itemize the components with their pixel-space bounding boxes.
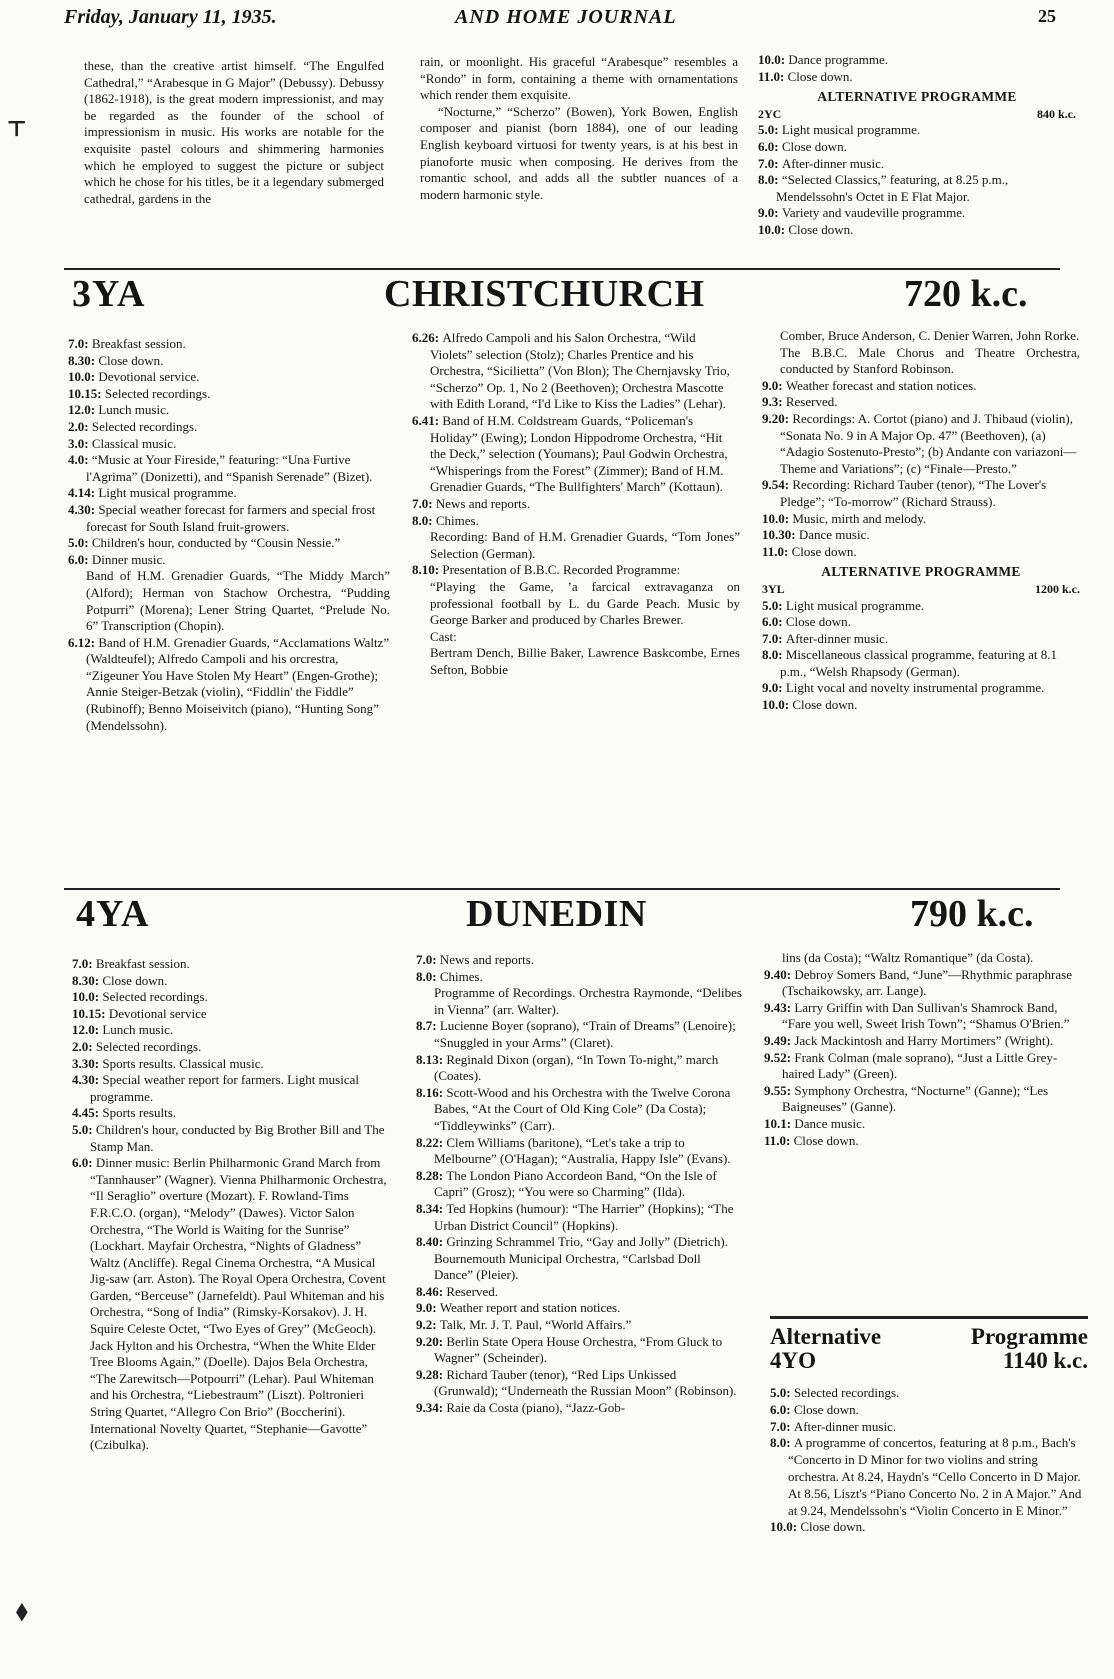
schedule-entry xyxy=(412,413,740,496)
entry-time: 6.26: xyxy=(412,330,443,345)
entry-time: 8.13: xyxy=(416,1051,447,1067)
schedule-entry xyxy=(762,598,1080,615)
entry-text: Close down. xyxy=(102,972,168,988)
schedule-entry xyxy=(762,328,1080,345)
entry-time: 9.0: xyxy=(762,377,786,393)
entry-time: 10.0: xyxy=(762,697,793,713)
frequency-720: 720 k.c. xyxy=(904,273,1028,315)
dunedin-column-1 xyxy=(72,956,394,1454)
entry-time: 9.0: xyxy=(762,680,786,696)
schedule-entry xyxy=(762,394,1080,411)
entry-time: 5.0: xyxy=(68,535,92,551)
entry-text: Close down. xyxy=(793,1401,859,1417)
schedule-list xyxy=(762,598,1080,714)
entry-time: 7.0: xyxy=(758,155,782,171)
schedule-entry xyxy=(412,579,740,629)
schedule-entry xyxy=(416,1234,742,1284)
schedule-entry xyxy=(68,369,390,386)
entry-text: Ted Hopkins (humour): “The Harrier” (Hopkins); “The Urban District Council” (Hopkins). xyxy=(434,1200,734,1233)
schedule-entry xyxy=(758,205,1076,222)
alt-word-1: Alternative xyxy=(770,1324,882,1349)
entry-text: Bertram Dench, Billie Baker, Lawrence Baskcombe, Ernes Sefton, Bobbie xyxy=(430,645,740,677)
schedule-entry xyxy=(416,1168,742,1201)
entry-text: Selected recordings. xyxy=(91,418,198,434)
schedule-entry xyxy=(770,1385,1088,1402)
entry-text: Selected recordings. xyxy=(102,989,208,1005)
schedule-entry xyxy=(758,122,1076,139)
entry-time: 9.52: xyxy=(764,1049,795,1065)
margin-mark: ⬧ xyxy=(16,1596,28,1625)
entry-text: Children's hour, conducted by “Cousin Nessie.” xyxy=(91,535,341,551)
entry-text: Recordings: A. Cortot (piano) and J. Thibaud (violin), “Sonata No. 9 in A Major Op. 47” (Beethoven), (a) “Adagio Sostenuto-Presto”; (b) Andante con variazoni—Theme and Variations”; (c) “Finale—Presto.” xyxy=(780,410,1077,476)
schedule-entry xyxy=(416,1201,742,1234)
entry-text: Selected recordings. xyxy=(104,385,211,401)
entry-text: Lunch music. xyxy=(98,402,170,418)
entry-text: Devotional service. xyxy=(98,369,200,385)
schedule-list xyxy=(68,336,390,734)
entry-text: Chimes. xyxy=(435,512,479,528)
schedule-entry xyxy=(68,436,390,453)
entry-text: Variety and vaudeville programme. xyxy=(781,205,966,221)
entry-text: “Selected Classics,” featuring, at 8.25 p.m., Mendelssohn's Octet in E Flat Major. xyxy=(776,172,1009,204)
alt-programme-heading: ALTERNATIVE PROGRAMME xyxy=(817,89,1017,105)
schedule-entry xyxy=(72,1056,394,1073)
entry-time: 8.22: xyxy=(416,1134,447,1150)
entry-text: Special weather forecast for farmers and special frost forecast for South Island fruit-growers. xyxy=(86,501,376,534)
entry-time: 3.30: xyxy=(72,1055,103,1071)
entry-text: Weather forecast and station notices. xyxy=(785,377,977,393)
entry-text: Classical music. xyxy=(91,435,177,451)
entry-time: 8.0: xyxy=(412,512,436,528)
entry-time: 8.28: xyxy=(416,1167,447,1183)
dunedin-column-3 xyxy=(764,950,1086,1149)
schedule-entry xyxy=(416,1317,742,1334)
entry-text: Sports results. Classical music. xyxy=(102,1055,264,1071)
entry-time: 9.49: xyxy=(764,1032,795,1048)
alternative-programme-box xyxy=(770,1316,1088,1536)
entry-time: 10.1: xyxy=(764,1115,795,1131)
schedule-entry xyxy=(764,967,1086,1000)
entry-time: 12.0: xyxy=(68,402,99,418)
entry-text: Reserved. xyxy=(785,394,838,410)
schedule-entry xyxy=(412,629,740,646)
schedule-entry xyxy=(762,544,1080,561)
frequency-790: 790 k.c. xyxy=(910,893,1034,935)
entry-text: After-dinner music. xyxy=(781,155,885,171)
entry-time: 2.0: xyxy=(68,418,92,434)
schedule-entry xyxy=(68,552,390,569)
entry-text: Reginald Dixon (organ), “In Town To-night,” march (Coates). xyxy=(434,1051,719,1084)
alt-frequency: 840 k.c. xyxy=(1037,106,1076,121)
schedule-entry xyxy=(68,386,390,403)
schedule-entry xyxy=(416,1284,742,1301)
entry-text: Lucienne Boyer (soprano), “Train of Dreams” (Lenoire); “Snuggled in your Arms” (Claret). xyxy=(434,1018,736,1050)
article-text: rain, or moonlight. His graceful “Arabesque” resembles a “Rondo” in form, containing a theme with ornamentations which render them exquisite. xyxy=(420,54,738,103)
entry-time: 10.0: xyxy=(72,989,103,1005)
section-divider xyxy=(64,888,1060,890)
schedule-entry xyxy=(758,69,1076,86)
schedule-entry xyxy=(758,52,1076,69)
entry-text: A programme of concertos, featuring at 8 p.m., Bach's “Concerto in D Minor for two violins and string orchestra. At 8.24, Haydn's “Cello Concerto in D Major. At 8.56, Liszt's “Piano Concerto No. 2 in A Major.” And at 9.24, Mendelssohn's “Violin Concerto in E Minor.” xyxy=(788,1435,1082,1518)
entry-text: Close down. xyxy=(800,1519,866,1535)
entry-time: 6.12: xyxy=(68,634,99,650)
schedule-entry xyxy=(72,1039,394,1056)
entry-time: 10.0: xyxy=(762,510,793,526)
entry-time: 9.28: xyxy=(416,1366,447,1382)
entry-time: 4.45: xyxy=(72,1105,103,1121)
entry-time: 5.0: xyxy=(770,1385,794,1400)
top-column-3 xyxy=(758,52,1076,239)
entry-time: 9.0: xyxy=(758,205,782,221)
entry-time: 8.0: xyxy=(770,1435,794,1451)
entry-text: Presentation of B.B.C. Recorded Programme: xyxy=(442,562,681,578)
entry-time: 10.15: xyxy=(72,1005,109,1021)
entry-text: The London Piano Accordeon Band, “On the Isle of Capri” (Grosz); “You were so Charming” (Ilda). xyxy=(434,1167,717,1200)
schedule-entry xyxy=(412,562,740,579)
alt-word-2: Programme xyxy=(970,1324,1088,1349)
schedule-entry xyxy=(68,485,390,502)
page-header xyxy=(60,6,1060,34)
entry-text: Close down. xyxy=(781,138,847,154)
entry-time: 6.0: xyxy=(770,1401,794,1417)
entry-text: Close down. xyxy=(793,1132,859,1148)
article-text: “Nocturne,” “Scherzo” (Bowen), York Bowen, English composer and pianist (born 1884), one of our leading English keyboard virtuosi for twenty years, is at his best in pianoforte music when composing. He derives from the romantic school, and adds all the subtler nuances of a modern harmonic style. xyxy=(420,103,738,202)
entry-text: Devotional service xyxy=(108,1005,207,1021)
schedule-entry xyxy=(72,1022,394,1039)
entry-text: News and reports. xyxy=(435,495,531,511)
entry-text: Close down. xyxy=(792,697,858,713)
entry-time: 8.30: xyxy=(68,352,99,368)
schedule-entry xyxy=(764,950,1086,967)
entry-time: 7.0: xyxy=(412,495,436,511)
entry-text: Chimes. xyxy=(439,968,483,984)
alt-station: 2YC xyxy=(758,106,782,121)
schedule-entry xyxy=(68,535,390,552)
entry-time: 4.14: xyxy=(68,485,99,501)
entry-text: Recording: Richard Tauber (tenor), “The Lover's Pledge”; “To-morrow” (Richard Strauss). xyxy=(780,477,1047,509)
entry-text: “Playing the Game, ’a farcical extravaganza on professional football by L. du Garde Peach. Music by George Barker and produced by Charles Brewer. xyxy=(430,578,740,628)
entry-text: Light musical programme. xyxy=(781,122,921,138)
entry-time: 9.55: xyxy=(764,1082,795,1098)
schedule-entry xyxy=(770,1402,1088,1419)
schedule-entry xyxy=(762,511,1080,528)
schedule-entry xyxy=(412,513,740,530)
schedule-entry xyxy=(412,645,740,678)
entry-time: 9.3: xyxy=(762,394,786,410)
schedule-entry xyxy=(72,1006,394,1023)
schedule-entry xyxy=(68,568,390,634)
schedule-entry xyxy=(72,973,394,990)
entry-time: 11.0: xyxy=(758,68,788,84)
alt-frequency: 1200 k.c. xyxy=(1035,581,1080,596)
entry-time: 7.0: xyxy=(762,630,786,646)
entry-text: “Music at Your Fireside,” featuring: “Una Furtive l'Agrima” (Donizetti), and “Spanish Serenade” (Bizet). xyxy=(86,452,373,484)
entry-text: Music, mirth and melody. xyxy=(792,510,927,526)
entry-text: Raie da Costa (piano), “Jazz-Gob- xyxy=(446,1400,626,1416)
entry-text: Breakfast session. xyxy=(95,956,190,971)
station-call-3ya: 3YA xyxy=(72,273,146,315)
schedule-entry xyxy=(416,1300,742,1317)
entry-time: 8.10: xyxy=(412,562,443,578)
schedule-entry xyxy=(416,1400,742,1417)
entry-text: Close down. xyxy=(788,221,854,237)
top-col3-alt-list xyxy=(758,122,1076,238)
alt-frequency-1140: 1140 k.c. xyxy=(1003,1348,1088,1373)
entry-time: 8.0: xyxy=(762,647,786,663)
entry-text: Close down. xyxy=(787,68,853,84)
entry-text: Dance music. xyxy=(794,1115,866,1131)
schedule-entry xyxy=(764,1083,1086,1116)
entry-time: 10.0: xyxy=(68,369,99,385)
entry-text: Light musical programme. xyxy=(98,485,237,501)
entry-text: The B.B.C. Male Chorus and Theatre Orchestra, conducted by Stanford Robinson. xyxy=(780,344,1080,377)
alt-station-4yo: 4YO xyxy=(770,1348,816,1373)
schedule-entry xyxy=(416,1018,742,1051)
entry-text: Dance music. xyxy=(798,527,870,543)
alt-programme-heading: ALTERNATIVE PROGRAMME xyxy=(821,564,1021,580)
entry-time: 9.20: xyxy=(416,1333,447,1349)
schedule-entry xyxy=(68,419,390,436)
entry-text: Alfredo Campoli and his Salon Orchestra, “Wild Violets” selection (Stolz); Charles Prentice and his Orchestra, “Sicilietta” (Von Blon); The Chernjavsky Trio, “Scherzo” Op. 1, No 2 (Beethoven); Orchestra Mascotte with Edith Lorand, “I'd Like to Kiss the Ladies” (Lehar). xyxy=(430,330,730,412)
schedule-entry xyxy=(762,411,1080,477)
schedule-entry xyxy=(72,1072,394,1105)
entry-time: 7.0: xyxy=(68,336,92,351)
margin-mark: ⊤ xyxy=(6,116,28,141)
schedule-list xyxy=(72,956,394,1454)
schedule-entry xyxy=(764,1116,1086,1133)
top-column-1 xyxy=(84,58,384,207)
entry-text: Selected recordings. xyxy=(95,1038,202,1054)
schedule-entry xyxy=(764,1133,1086,1150)
schedule-entry xyxy=(68,452,390,485)
schedule-entry xyxy=(72,1155,394,1454)
dunedin-column-2 xyxy=(416,952,742,1417)
entry-time: 5.0: xyxy=(758,122,782,138)
entry-text: Lunch music. xyxy=(102,1022,174,1038)
entry-time: 10.0: xyxy=(758,221,789,237)
schedule-entry xyxy=(770,1435,1088,1519)
schedule-entry xyxy=(764,1050,1086,1083)
schedule-entry xyxy=(72,1105,394,1122)
entry-text: Special weather report for farmers. Light musical programme. xyxy=(90,1072,359,1104)
schedule-entry xyxy=(762,680,1080,697)
schedule-entry xyxy=(762,477,1080,510)
christchurch-column-1 xyxy=(68,336,390,734)
entry-text: Richard Tauber (tenor), “Red Lips Unkissed (Grunwald); “Underneath the Russian Moon” (Robinson). xyxy=(434,1366,737,1399)
entry-text: After-dinner music. xyxy=(793,1418,897,1434)
entry-time: 3.0: xyxy=(68,435,92,451)
section-divider xyxy=(64,268,1060,270)
entry-text: Selected recordings. xyxy=(793,1385,900,1400)
schedule-entry xyxy=(758,172,1076,205)
entry-text: Berlin State Opera House Orchestra, “From Gluck to Wagner” (Scheinder). xyxy=(434,1333,723,1366)
entry-text: Debroy Somers Band, “June”—Rhythmic paraphrase (Tschaikowsky, arr. Lange). xyxy=(782,966,1072,999)
schedule-list xyxy=(412,330,740,678)
station-call-4ya: 4YA xyxy=(76,893,150,935)
schedule-entry xyxy=(68,336,390,353)
entry-text: Jack Mackintosh and Harry Mortimers” (Wright). xyxy=(794,1032,1054,1048)
schedule-entry xyxy=(68,635,390,735)
schedule-entry xyxy=(416,969,742,986)
entry-time: 4.30: xyxy=(72,1072,103,1088)
schedule-entry xyxy=(72,989,394,1006)
city-heading-dunedin: DUNEDIN xyxy=(466,893,647,935)
entry-text: Dance programme. xyxy=(788,52,888,67)
entry-text: Comber, Bruce Anderson, C. Denier Warren, John Rorke. xyxy=(780,328,1080,343)
entry-text: Programme of Recordings. Orchestra Raymonde, “Delibes in Vienna” (arr. Walter). xyxy=(434,985,742,1017)
entry-time: 4.30: xyxy=(68,501,99,517)
entry-text: Weather report and station notices. xyxy=(439,1300,621,1316)
entry-time: 9.2: xyxy=(416,1317,440,1333)
entry-time: 10.0: xyxy=(758,52,789,67)
schedule-entry xyxy=(758,139,1076,156)
entry-time: 7.0: xyxy=(416,952,440,967)
schedule-entry xyxy=(770,1419,1088,1436)
entry-time: 6.0: xyxy=(762,614,786,630)
entry-time: 4.0: xyxy=(68,452,92,468)
entry-time: 8.0: xyxy=(758,172,782,188)
entry-time: 10.30: xyxy=(762,527,799,543)
issue-date: Friday, January 11, 1935. xyxy=(64,6,277,28)
schedule-list xyxy=(770,1385,1088,1536)
schedule-entry xyxy=(68,402,390,419)
entry-time: 5.0: xyxy=(72,1121,96,1137)
entry-time: 9.54: xyxy=(762,477,793,493)
entry-time: 8.30: xyxy=(72,972,103,988)
entry-time: 9.43: xyxy=(764,999,795,1015)
entry-text: Breakfast session. xyxy=(91,336,186,351)
entry-time: 11.0: xyxy=(764,1132,794,1148)
journal-title: AND HOME JOURNAL xyxy=(455,6,677,28)
entry-time: 12.0: xyxy=(72,1022,103,1038)
entry-text: Larry Griffin with Dan Sullivan's Shamrock Band, “Fare you well, Sweet Irish Town”; “Shamus O'Brien.” xyxy=(782,999,1070,1032)
schedule-entry xyxy=(416,1052,742,1085)
schedule-entry xyxy=(764,1000,1086,1033)
entry-text: Close down. xyxy=(98,352,164,368)
entry-time: 8.7: xyxy=(416,1018,440,1034)
entry-time: 7.0: xyxy=(72,956,96,971)
entry-text: Close down. xyxy=(785,614,851,630)
entry-time: 8.46: xyxy=(416,1283,447,1299)
schedule-entry xyxy=(416,1085,742,1135)
entry-text: Close down. xyxy=(791,543,857,559)
dunedin-alt-list-wrap xyxy=(770,1385,1088,1536)
top-column-2 xyxy=(420,54,738,203)
entry-time: 11.0: xyxy=(762,543,792,559)
schedule-list xyxy=(764,950,1086,1149)
alt-station-row xyxy=(758,106,1076,123)
entry-text: Clem Williams (baritone), “Let's take a trip to Melbourne” (O'Hagan); “Australia, Happy Isle” (Evans). xyxy=(434,1134,731,1167)
schedule-entry xyxy=(72,956,394,973)
christchurch-column-3 xyxy=(762,328,1080,714)
entry-time: 9.40: xyxy=(764,966,795,982)
entry-text: Talk, Mr. J. T. Paul, “World Affairs.” xyxy=(439,1317,632,1333)
entry-time: 9.34: xyxy=(416,1400,447,1416)
entry-text: Sports results. xyxy=(102,1105,177,1121)
schedule-entry xyxy=(68,353,390,370)
schedule-entry xyxy=(416,952,742,969)
entry-text: lins (da Costa); “Waltz Romantique” (da Costa). xyxy=(782,950,1034,965)
alt-station-row xyxy=(762,581,1080,598)
page-number: 25 xyxy=(1038,6,1056,26)
schedule-entry xyxy=(762,378,1080,395)
entry-text: Grinzing Schrammel Trio, “Gay and Jolly” (Dietrich). Bournemouth Municipal Orchestra, “Carlsbad Doll Dance” (Pleier). xyxy=(434,1234,728,1283)
schedule-list xyxy=(416,952,742,1417)
schedule-entry xyxy=(762,697,1080,714)
schedule-entry xyxy=(412,529,740,562)
schedule-entry xyxy=(762,647,1080,680)
entry-text: Symphony Orchestra, “Nocturne” (Ganne); “Les Baigneuses” (Ganne). xyxy=(782,1082,1049,1115)
entry-time: 6.0: xyxy=(758,138,782,154)
schedule-entry xyxy=(416,985,742,1018)
article-text: these, than the creative artist himself. “The Engulfed Cathedral,” “Arabesque in G Major” (Debussy). Debussy (1862-1918), is the great modern impressionist, and may be regarded as the founder of the school of impressionism in music. His works are notable for the exquisite pastel colours and shimmering harmonies which he employed to suggest the picture or subject which he chose for his titles, be it a legendary submerged cathedral, gardens in the xyxy=(84,58,384,206)
schedule-entry xyxy=(762,614,1080,631)
entry-text: Light musical programme. xyxy=(785,597,925,613)
entry-text: Band of H.M. Coldstream Guards, “Policeman's Holiday” (Ewing); London Hippodrome Orchestra, “Hit the Deck,” selection (Youmans); Paul Godwin Orchestra, “Whisperings from the Forest” (Zimmer); Band of H.M. Grenadier Guards, “The Bullfighters' March” (Kottaun). xyxy=(430,412,728,495)
schedule-entry xyxy=(762,345,1080,378)
entry-text: Miscellaneous classical programme, featuring at 8.1 p.m., “Welsh Rhapsody (German). xyxy=(780,647,1057,679)
schedule-entry xyxy=(412,496,740,513)
schedule-entry xyxy=(416,1135,742,1168)
schedule-entry xyxy=(762,631,1080,648)
entry-time: 10.0: xyxy=(770,1519,801,1535)
entry-text: Recording: Band of H.M. Grenadier Guards, “Tom Jones” Selection (German). xyxy=(430,529,740,561)
entry-time: 2.0: xyxy=(72,1038,96,1054)
entry-time: 6.0: xyxy=(72,1155,96,1171)
schedule-entry xyxy=(758,156,1076,173)
schedule-entry xyxy=(416,1334,742,1367)
schedule-entry xyxy=(68,502,390,535)
entry-time: 8.16: xyxy=(416,1084,447,1100)
entry-text: Children's hour, conducted by Big Brother Bill and The Stamp Man. xyxy=(90,1121,385,1154)
alt-station: 3YL xyxy=(762,581,785,596)
entry-text: After-dinner music. xyxy=(785,630,889,646)
entry-text: Reserved. xyxy=(446,1283,498,1299)
entry-time: 6.41: xyxy=(412,412,443,428)
entry-text: Dinner music: Berlin Philharmonic Grand March from “Tannhauser” (Wagner). Vienna Philharmonic Orchestra, “Il Seraglio” overture (Mozart). F. Rowland-Tims F.R.C.O. (organ), “Melody” (Dawes). Victor Salon Orchestra, “The World is Waiting for the Sunrise” (Lockhart. Mayfair Orchestra, “Nights of Gladness” Waltz (Ancliffe). Regal Cinema Orchestra, “A Musical Jig-saw (arr. Aston). The Royal Opera Orchestra, Covent Garden, “Berceuse” (Jarnefeldt). Paul Whiteman and his Orchestra, “Song of India” (Rimsky-Korsakov). J. H. Squire Celeste Octet, “Two Eyes of Grey” (McGeoch). Jack Hylton and his Orchestra, “When the White Elder Tree Blooms Again,” (Doelle). Dajos Bela Orchestra, “The Zarewitsch—Potpourri” (Lehar). Paul Whiteman and his Orchestra, “Liebestraum” (Liszt). Poltronieri String Quartet, “Allegro Con Brio” (Boccherini). International Novelty Quartet, “Stephanie—Gavotte” (Czibulka). xyxy=(90,1155,387,1453)
entry-text: News and reports. xyxy=(439,952,535,967)
entry-time: 9.0: xyxy=(416,1300,440,1316)
entry-time: 9.20: xyxy=(762,410,793,426)
schedule-entry xyxy=(762,527,1080,544)
entry-time: 8.40: xyxy=(416,1234,447,1250)
schedule-list xyxy=(762,328,1080,560)
entry-time: 5.0: xyxy=(762,597,786,613)
schedule-entry xyxy=(764,1033,1086,1050)
entry-time: 8.0: xyxy=(416,968,440,984)
schedule-entry xyxy=(416,1367,742,1400)
entry-text: Band of H.M. Grenadier Guards, “The Middy March” (Alford); Herman von Stachow Orchestra, “Pudding Potpurri” (Morena); Lener String Quartet, “Prelude No. 6” Transcription (Chopin). xyxy=(86,568,390,634)
entry-time: 6.0: xyxy=(68,551,92,567)
schedule-entry xyxy=(770,1519,1088,1536)
entry-text: Band of H.M. Grenadier Guards, “Acclamations Waltz” (Waldteufel); Alfredo Campoli and his orcrestra, “Zigeuner You Have Stolen My Heart” (Engen-Grothe); Annie Steiger-Betzak (violin), “Fiddlin' the Fiddle” (Rubinoff); Benno Moiseivitch (piano), “Hunting Song” (Mendelssohn). xyxy=(86,634,390,733)
entry-text: Cast: xyxy=(430,628,457,644)
city-heading-christchurch: CHRISTCHURCH xyxy=(384,273,705,315)
schedule-entry xyxy=(72,1122,394,1155)
entry-text: Scott-Wood and his Orchestra with the Twelve Corona Babes, “At the Court of Old King Cole” (Da Costa); “Tiddleywinks” (Carr). xyxy=(434,1084,731,1133)
entry-time: 7.0: xyxy=(770,1418,794,1434)
schedule-entry xyxy=(412,330,740,413)
entry-text: Frank Colman (male soprano), “Just a Little Grey-haired Lady” (Green). xyxy=(782,1049,1058,1082)
entry-text: Light vocal and novelty instrumental programme. xyxy=(785,680,1045,696)
entry-time: 8.34: xyxy=(416,1200,447,1216)
christchurch-column-2 xyxy=(412,330,740,678)
entry-text: Dinner music. xyxy=(91,551,166,567)
schedule-entry xyxy=(758,222,1076,239)
entry-time: 10.15: xyxy=(68,385,105,401)
top-col3-list xyxy=(758,52,1076,85)
